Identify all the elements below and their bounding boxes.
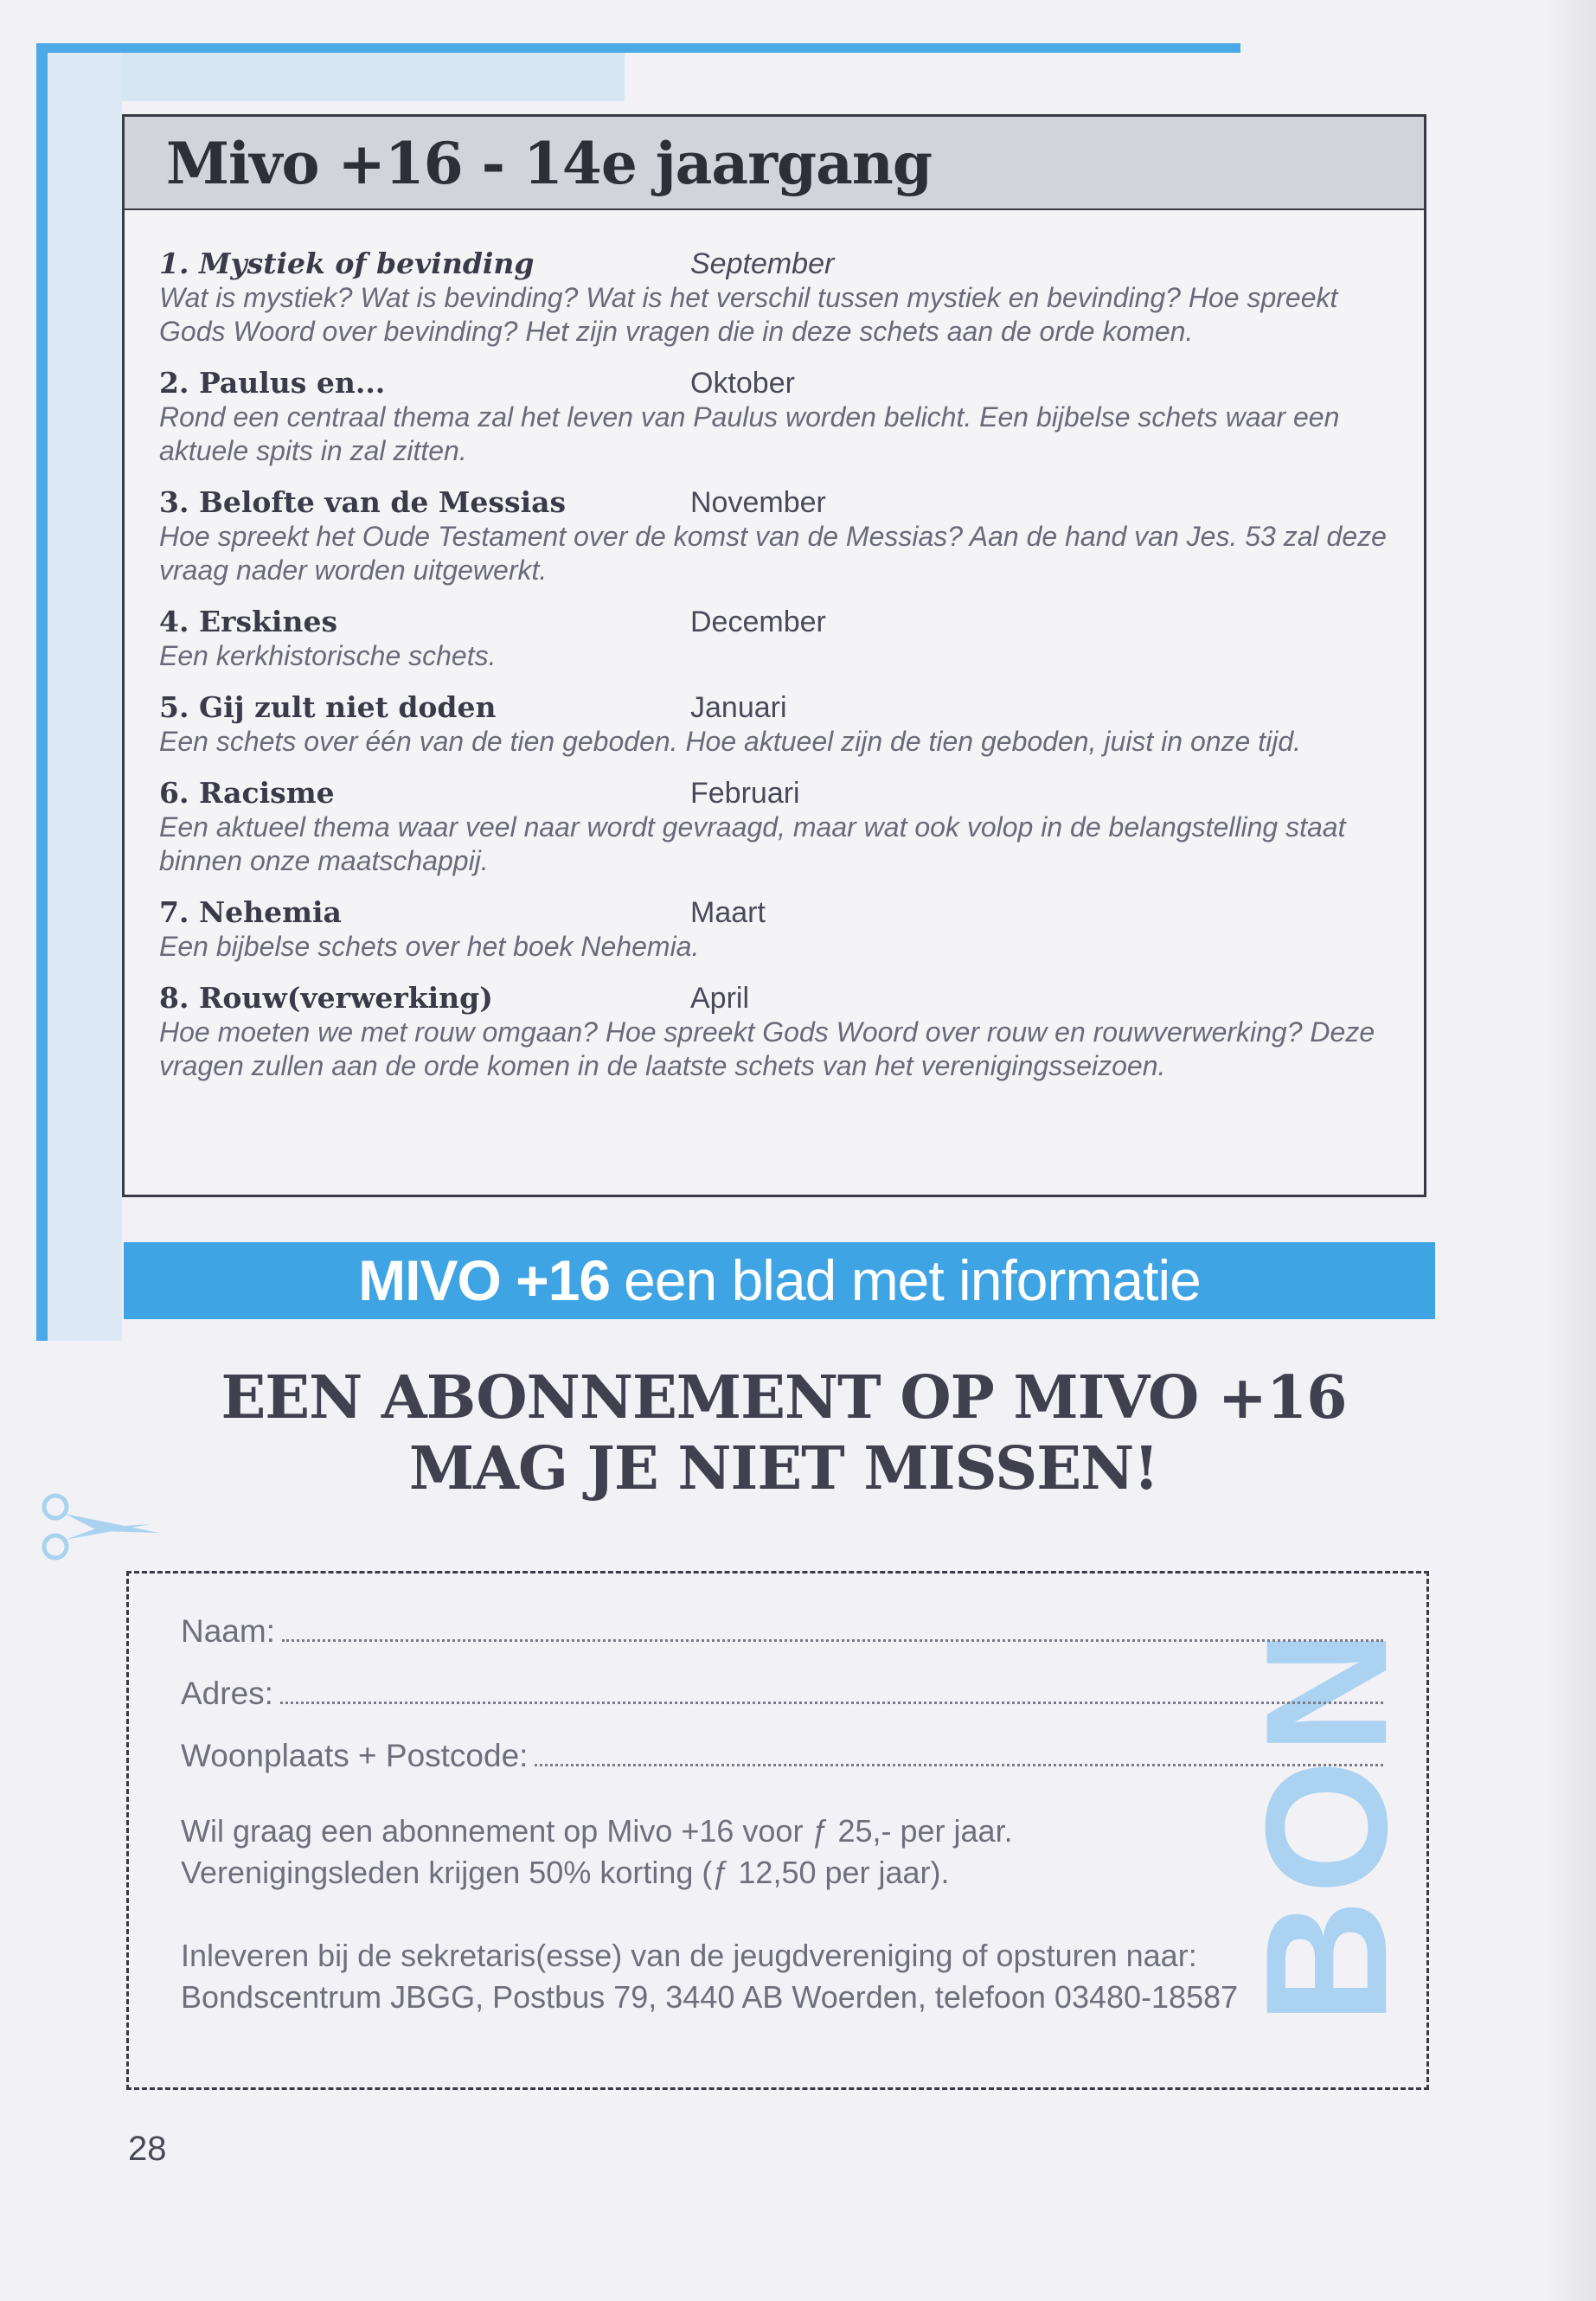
- program-box: [122, 114, 1426, 1197]
- send-instructions-line: Inleveren bij de sekretaris(esse) van de jeugdvereniging of opsturen naar:: [181, 1938, 1197, 1973]
- name-field[interactable]: [181, 1613, 1383, 1650]
- bon-stamp: BON: [1230, 1624, 1423, 2025]
- subscription-headline: [122, 1362, 1445, 1504]
- program-item-title: 3. Belofte van de Messias: [159, 485, 567, 519]
- program-item-title: 1. Mystiek of bevinding: [159, 247, 535, 280]
- program-item-month: December: [690, 606, 826, 638]
- decorative-left-light-band: [48, 53, 122, 1341]
- program-item-description: Een bijbelse schets over het boek Nehemia.: [159, 931, 700, 962]
- send-instructions: [181, 1935, 1383, 2018]
- decorative-top-bar: [36, 43, 1240, 53]
- program-item: [159, 366, 1389, 468]
- program-item-description: Hoe spreekt het Oude Testament over de komst van de Messias? Aan de hand van Jes. 53 zal deze vraag nader worden uitgewerkt.: [159, 521, 1387, 586]
- program-item-title: 5. Gij zult niet doden: [159, 690, 497, 724]
- headline-line-1: EEN ABONNEMENT OP MIVO +16: [221, 1363, 1347, 1433]
- headline-line-2: MAG JE NIET MISSEN!: [408, 1434, 1159, 1503]
- program-item-month: Februari: [690, 777, 800, 810]
- program-item-title: 2. Paulus en...: [159, 366, 386, 400]
- program-item-description: Hoe moeten we met rouw omgaan? Hoe spreekt Gods Woord over rouw en rouwverwerking? Deze vragen zullen aan de orde komen in de laatste schets van het verenigingsseizoen.: [159, 1016, 1375, 1081]
- offer-discount-line: Verenigingsleden krijgen 50% korting (ƒ 12,50 per jaar).: [181, 1855, 950, 1890]
- program-item-description: Een aktueel thema waar veel naar wordt gevraagd, maar wat ook volop in de belangstelling staat binnen onze maatschappij.: [159, 811, 1346, 876]
- program-item-description: Een kerkhistorische schets.: [159, 640, 497, 671]
- address-fill-line[interactable]: [280, 1677, 1383, 1704]
- info-banner: [124, 1242, 1435, 1319]
- city-postcode-label: Woonplaats + Postcode:: [181, 1738, 529, 1773]
- city-postcode-fill-line[interactable]: [535, 1740, 1383, 1766]
- program-list: [125, 210, 1424, 1083]
- banner-tagline: een blad met informatie: [624, 1248, 1201, 1312]
- program-item-description: Een schets over één van de tien geboden. Hoe aktueel zijn de tien geboden, juist in onze tijd.: [159, 726, 1302, 757]
- program-item-month: Oktober: [690, 367, 795, 400]
- program-item-month: Januari: [690, 691, 787, 724]
- page-number: 28: [128, 2130, 167, 2168]
- program-item: [159, 895, 1389, 964]
- name-fill-line[interactable]: [282, 1615, 1383, 1642]
- offer-price-line: Wil graag een abonnement op Mivo +16 voor ƒ 25,- per jaar.: [181, 1813, 1013, 1849]
- program-item: [159, 247, 1389, 349]
- program-item-month: November: [690, 486, 826, 519]
- program-item: [159, 485, 1389, 587]
- program-item: [159, 981, 1389, 1083]
- send-address-line: Bondscentrum JBGG, Postbus 79, 3440 AB Woerden, telefoon 03480-18587: [181, 1979, 1239, 2015]
- name-label: Naam:: [181, 1613, 275, 1649]
- program-item-title: 8. Rouw(verwerking): [159, 981, 493, 1015]
- program-item-title: 4. Erskines: [159, 605, 338, 638]
- program-item: [159, 776, 1389, 878]
- page-edge-shadow: [1544, 0, 1596, 2301]
- program-item-month: April: [690, 982, 750, 1015]
- banner-brand: MIVO +16: [358, 1248, 611, 1312]
- scissors-icon: [38, 1488, 168, 1566]
- subscription-coupon: [126, 1571, 1429, 2090]
- decorative-left-bar: [36, 43, 48, 1341]
- program-item-title: 7. Nehemia: [159, 895, 342, 929]
- decorative-top-light-band: [36, 53, 625, 101]
- program-item-month: Maart: [690, 896, 766, 929]
- program-item-description: Rond een centraal thema zal het leven van Paulus worden belicht. Een bijbelse schets waar een aktuele spits in zal zitten.: [159, 401, 1340, 466]
- program-title: Mivo +16 - 14e jaargang: [166, 130, 933, 197]
- program-header: [125, 117, 1424, 210]
- program-item: [159, 690, 1389, 759]
- address-label: Adres:: [181, 1676, 273, 1711]
- program-item-title: 6. Racisme: [159, 776, 335, 810]
- city-postcode-field[interactable]: [181, 1738, 1383, 1774]
- program-item-month: September: [690, 247, 835, 280]
- program-item: [159, 605, 1389, 673]
- offer-text: [181, 1811, 1383, 1894]
- address-field[interactable]: [181, 1676, 1383, 1712]
- program-item-description: Wat is mystiek? Wat is bevinding? Wat is het verschil tussen mystiek en bevinding? Hoe spreekt Gods Woord over bevinding? Het zijn vragen die in deze schets aan de orde komen.: [159, 282, 1338, 347]
